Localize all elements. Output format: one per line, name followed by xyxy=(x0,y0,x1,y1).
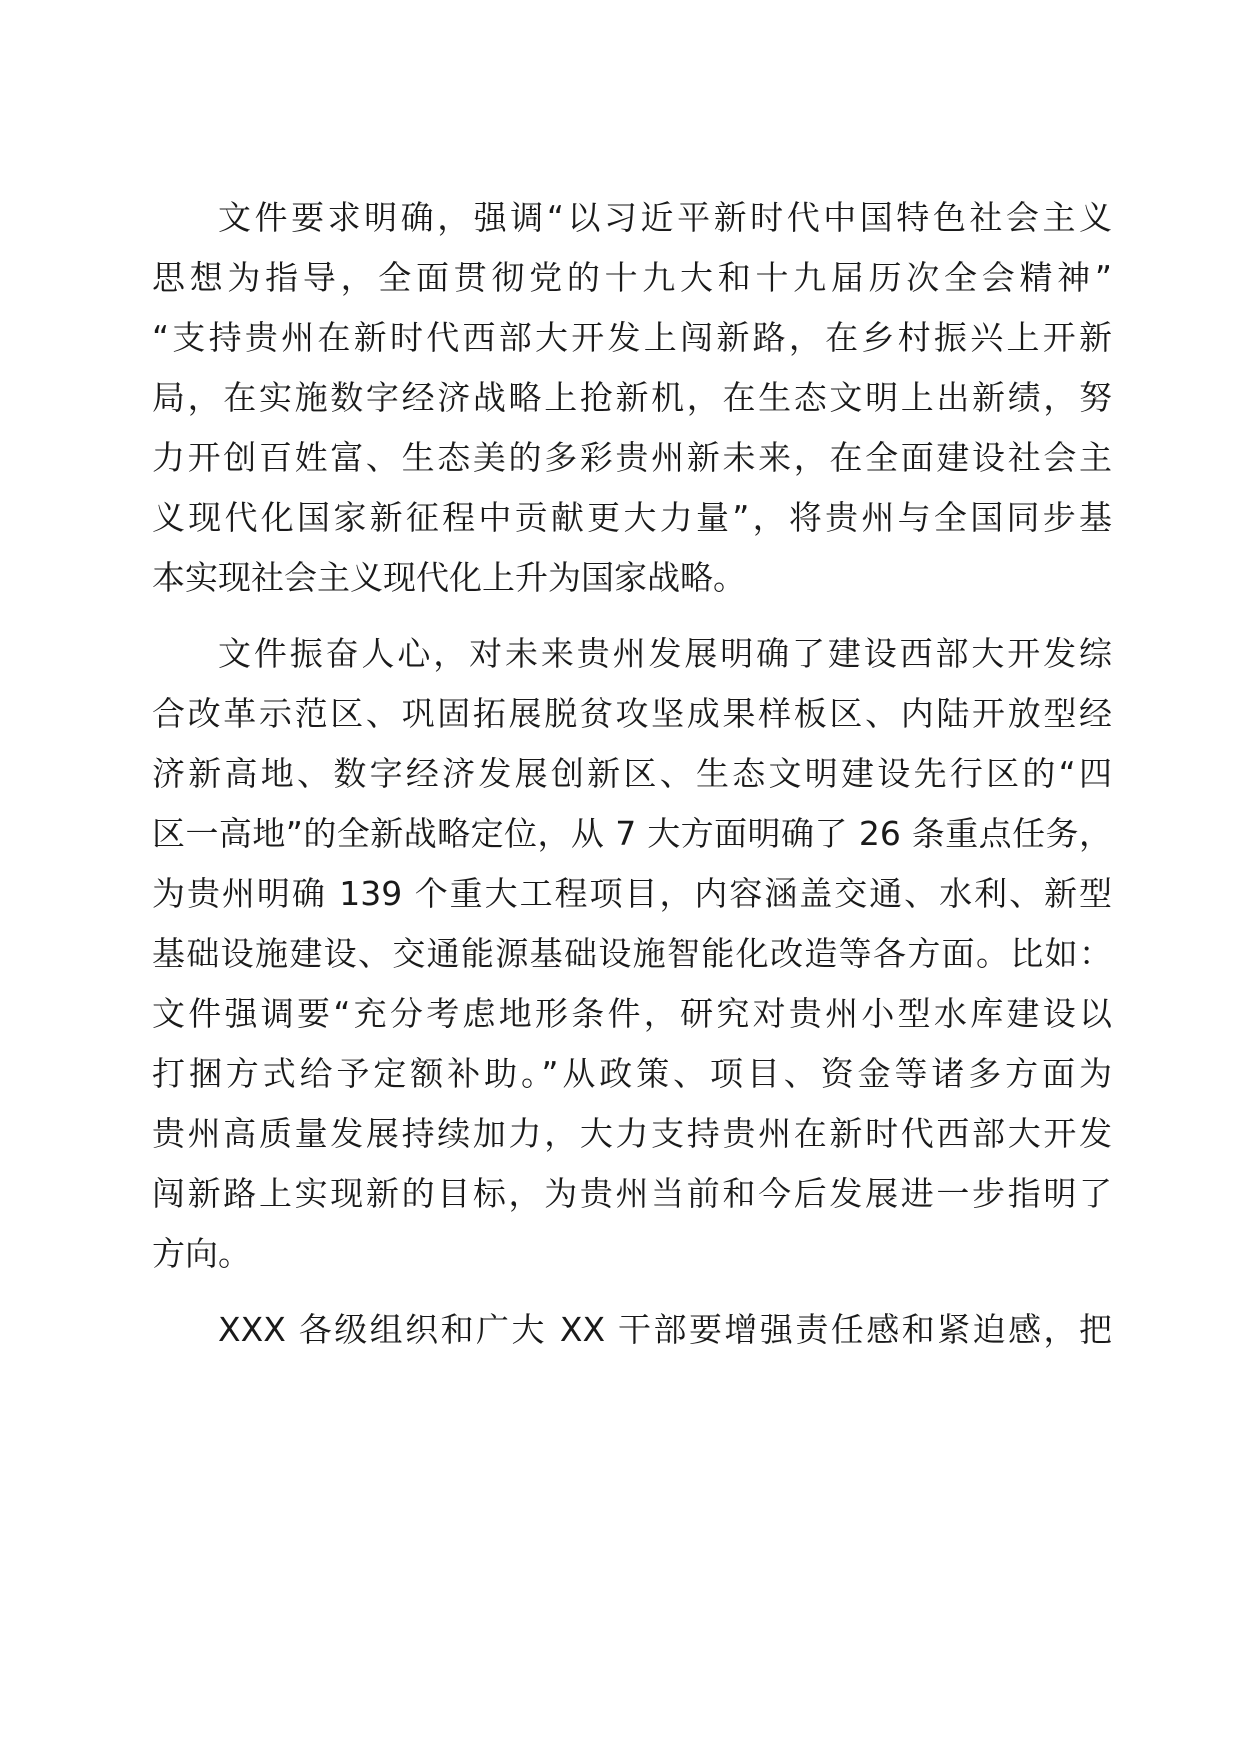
paragraph-line: 为贵州明确 139 个重大工程项目，内容涵盖交通、水利、新型 xyxy=(152,874,1112,913)
paragraph-line: XXX 各级组织和广大 XX 干部要增强责任感和紧迫感，把 xyxy=(218,1310,1112,1349)
paragraph-line: “支持贵州在新时代西部大开发上闯新路，在乡村振兴上开新 xyxy=(152,318,1112,357)
paragraph-line: 方向。 xyxy=(152,1234,251,1273)
paragraph-line: 义现代化国家新征程中贡献更大力量”，将贵州与全国同步基 xyxy=(152,498,1112,537)
paragraph-line: 基础设施建设、交通能源基础设施智能化改造等各方面。比如： xyxy=(152,934,1112,973)
paragraph-line: 区一高地”的全新战略定位，从 7 大方面明确了 26 条重点任务， xyxy=(152,814,1112,853)
paragraph-line: 文件振奋人心，对未来贵州发展明确了建设西部大开发综 xyxy=(218,634,1112,673)
paragraph-line: 本实现社会主义现代化上升为国家战略。 xyxy=(152,558,746,597)
paragraph-line: 思想为指导，全面贯彻党的十九大和十九届历次全会精神” xyxy=(152,258,1112,297)
paragraph-line: 闯新路上实现新的目标，为贵州当前和今后发展进一步指明了 xyxy=(152,1174,1112,1213)
paragraph-line: 合改革示范区、巩固拓展脱贫攻坚成果样板区、内陆开放型经 xyxy=(152,694,1112,733)
paragraph-line: 力开创百姓富、生态美的多彩贵州新未来，在全面建设社会主 xyxy=(152,438,1112,477)
paragraph-line: 贵州高质量发展持续加力，大力支持贵州在新时代西部大开发 xyxy=(152,1114,1112,1153)
paragraph-line: 局，在实施数字经济战略上抢新机，在生态文明上出新绩，努 xyxy=(152,378,1112,417)
paragraph-line: 打捆方式给予定额补助。”从政策、项目、资金等诸多方面为 xyxy=(152,1054,1112,1093)
paragraph-line: 文件要求明确，强调“以习近平新时代中国特色社会主义 xyxy=(218,198,1112,237)
paragraph-line: 济新高地、数字经济发展创新区、生态文明建设先行区的“四 xyxy=(152,754,1112,793)
paragraph-line: 文件强调要“充分考虑地形条件，研究对贵州小型水库建设以 xyxy=(152,994,1112,1033)
